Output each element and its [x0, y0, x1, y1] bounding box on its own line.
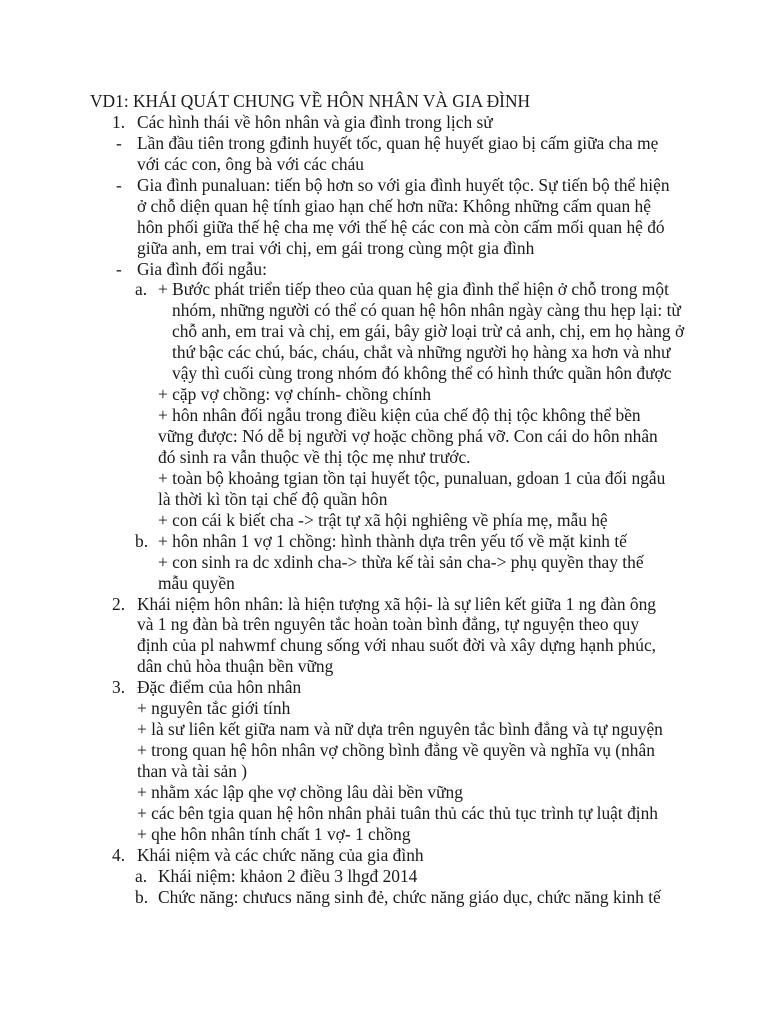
section-4-subitem-line: [0, 866, 768, 887]
subitem-text: mẫu quyền: [158, 572, 235, 593]
subitem-text: + cặp vợ chồng: vợ chính- chồng chính: [158, 384, 432, 405]
bullet-marker: -: [116, 258, 122, 279]
subitem-text: nhóm, những người có thể có quan hệ hôn nhân ngày càng thu hẹp lại: từ: [172, 300, 681, 321]
subitem-continuation-line: [0, 510, 768, 531]
subitem-text: đó sinh ra vẫn thuộc về thị tộc mẹ như trước.: [158, 446, 471, 467]
bullet-continuation-line: [0, 238, 768, 259]
bullet-continuation-line: [0, 196, 768, 217]
subitem-text: + hôn nhân 1 vợ 1 chồng: hình thành dựa trên yếu tố về mặt kinh tế: [158, 530, 627, 551]
subitem-line: [0, 531, 768, 552]
bullet-text: Lần đầu tiên trong gđinh huyết tốc, quan hệ huyết giao bị cấm giữa cha mẹ: [137, 132, 659, 153]
section-3-text: than và tài sản ): [137, 761, 248, 781]
subitem-line: [0, 279, 768, 300]
section-3-heading-line: [0, 677, 768, 698]
subitem-marker: b.: [135, 886, 149, 907]
section-3-line: [0, 719, 768, 740]
subitem-continuation-line: [0, 426, 768, 447]
subitem-continuation-line: [0, 468, 768, 489]
bullet-marker: -: [116, 132, 122, 153]
subitem-continuation-line: [0, 363, 768, 384]
section-2-number: 2.: [112, 593, 126, 614]
section-3-line: [0, 761, 768, 782]
bullet-text: hôn phối giữa thế hệ cha mẹ với thế hệ các con mà còn cấm mối quan hệ đó: [137, 216, 665, 237]
section-3-text: + nhằm xác lập qhe vợ chồng lâu dài bền vững: [137, 781, 463, 802]
subitem-text: Chức năng: chưucs năng sinh đẻ, chức năng giáo dục, chức năng kinh tế: [158, 886, 661, 907]
subitem-text: + hôn nhân đối ngẫu trong điều kiện của chế độ thị tộc không thể bền: [158, 405, 641, 426]
section-3-text: + qhe hôn nhân tính chất 1 vợ- 1 chồng: [137, 823, 411, 844]
bullet-text: giữa anh, em trai với chị, em gái trong cùng một gia đình: [137, 237, 535, 258]
subitem-text: thứ bậc các chú, bác, cháu, chắt và những người họ hàng xa hơn và như: [172, 342, 671, 363]
bullet-line: [0, 259, 768, 280]
section-3-line: [0, 698, 768, 719]
section-2-heading-line: [0, 594, 768, 615]
section-3-text: + trong quan hệ hôn nhân vợ chồng bình đẳng về quyền và nghĩa vụ (nhân: [137, 740, 655, 761]
section-2-text: dân chủ hòa thuận bền vững: [137, 656, 334, 677]
subitem-continuation-line: [0, 552, 768, 573]
section-1-number: 1.: [112, 111, 126, 132]
subitem-text: vững được: Nó dễ bị người vợ hoặc chồng phá vỡ. Con cái do hôn nhân: [158, 426, 658, 446]
subitem-text: + con cái k biết cha -> trật tự xã hội nghiêng về phía mẹ, mẫu hệ: [158, 509, 608, 530]
document-body: [0, 91, 768, 908]
section-4-number: 4.: [112, 844, 126, 865]
subitem-text: là thời kì tồn tại chế độ quần hôn: [158, 488, 388, 509]
section-4-heading-line: [0, 845, 768, 866]
subitem-continuation-line: [0, 342, 768, 363]
section-2-text: Khái niệm hôn nhân: là hiện tượng xã hội- là sự liên kết giữa 1 ng đàn ông: [137, 593, 656, 614]
page-title: VD1: KHÁI QUÁT CHUNG VỀ HÔN NHÂN VÀ GIA ĐÌNH: [90, 91, 531, 111]
section-2-text: định của pl nahwmf chung sống với nhau suốt đời và xây dựng hạnh phúc,: [137, 635, 657, 656]
subitem-continuation-line: [0, 384, 768, 405]
subitem-text: + Bước phát triển tiếp theo của quan hệ gia đình thể hiện ở chỗ trong một: [158, 279, 669, 300]
section-3-line: [0, 740, 768, 761]
section-3-text: + các bên tgia quan hệ hôn nhân phải tuân thủ các thủ tục trình tự luật định: [137, 802, 658, 823]
bullet-text: Gia đình đối ngẫu:: [137, 258, 267, 279]
section-3-heading: Đặc điểm của hôn nhân: [137, 677, 302, 698]
section-2-continuation-line: [0, 656, 768, 677]
section-2-continuation-line: [0, 635, 768, 656]
subitem-text: + con sinh ra dc xdinh cha-> thừa kế tài sản cha-> phụ quyền thay thế: [158, 551, 644, 572]
section-3-line: [0, 824, 768, 845]
subitem-continuation-line: [0, 300, 768, 321]
section-3-line: [0, 803, 768, 824]
bullet-line: [0, 133, 768, 154]
page-title-line: [0, 91, 768, 112]
bullet-text: Gia đình punaluan: tiến bộ hơn so với gia đình huyết tộc. Sự tiến bộ thể hiện: [137, 174, 670, 195]
bullet-text: ở chỗ diện quan hệ tính giao hạn chế hơn nữa: Không những cấm quan hệ: [137, 195, 651, 216]
bullet-marker: -: [116, 174, 122, 195]
section-2-text: và 1 ng đàn bà trên nguyên tắc hoàn toàn bình đẳng, tự nguyện theo quy: [137, 614, 640, 635]
bullet-text: với các con, ông bà với các cháu: [137, 153, 364, 174]
subitem-text: Khái niệm: khảon 2 điều 3 lhgđ 2014: [158, 865, 418, 886]
bullet-continuation-line: [0, 217, 768, 238]
subitem-text: + toàn bộ khoảng tgian tồn tại huyết tộc, punaluan, gdoan 1 của đối ngẫu: [158, 467, 666, 488]
subitem-continuation-line: [0, 321, 768, 342]
section-3-line: [0, 782, 768, 803]
section-3-number: 3.: [112, 677, 126, 698]
bullet-line: [0, 175, 768, 196]
section-1-heading-line: [0, 112, 768, 133]
section-3-text: + nguyên tắc giới tính: [137, 698, 291, 719]
section-4-subitem-line: [0, 887, 768, 908]
subitem-marker: a.: [135, 865, 148, 886]
subitem-text: vậy thì cuối cùng trong nhóm đó không thể có hình thức quần hôn được: [172, 363, 672, 384]
section-1-heading: Các hình thái về hôn nhân và gia đình trong lịch sử: [137, 111, 493, 132]
section-2-continuation-line: [0, 614, 768, 635]
subitem-continuation-line: [0, 447, 768, 468]
bullet-continuation-line: [0, 154, 768, 175]
subitem-marker: a.: [135, 279, 148, 300]
subitem-continuation-line: [0, 573, 768, 594]
subitem-continuation-line: [0, 489, 768, 510]
section-3-text: + là sư liên kết giữa nam và nữ dựa trên nguyên tắc bình đẳng và tự nguyện: [137, 719, 663, 740]
subitem-text: chỗ anh, em trai và chị, em gái, bây giờ loại trừ cả anh, chị, em họ hàng ở: [172, 321, 685, 342]
section-4-heading: Khái niệm và các chức năng của gia đình: [137, 844, 424, 865]
subitem-marker: b.: [135, 530, 149, 551]
subitem-continuation-line: [0, 405, 768, 426]
